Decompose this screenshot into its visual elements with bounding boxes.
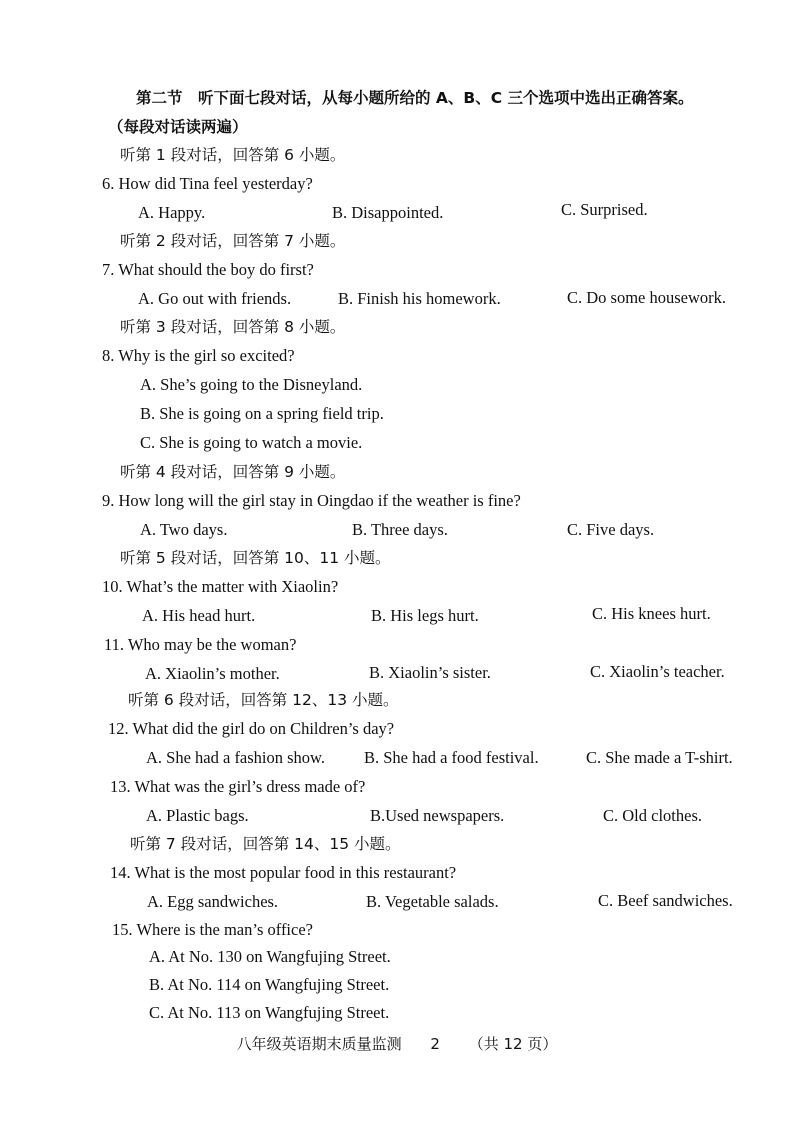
question-10-option-c: C. His knees hurt. <box>592 604 711 623</box>
question-12-stem: 12. What did the girl do on Children’s day? <box>108 719 395 738</box>
question-13-stem: 13. What was the girl’s dress made of? <box>110 777 366 796</box>
question-6-stem: 6. How did Tina feel yesterday? <box>102 174 313 193</box>
question-12-option-b: B. She had a food festival. <box>364 748 539 767</box>
dialog-instruction-6: 听第 6 段对话，回答第 12、13 小题。 <box>128 691 399 709</box>
question-14-option-b: B. Vegetable salads. <box>366 892 499 911</box>
dialog-instruction-7: 听第 7 段对话，回答第 14、15 小题。 <box>130 835 401 853</box>
section-title: 第二节 听下面七段对话，从每小题所给的 A、B、C 三个选项中选出正确答案。 <box>136 89 694 107</box>
question-6-option-a: A. Happy. <box>138 203 206 222</box>
question-8-option-b: B. She is going on a spring field trip. <box>140 404 384 423</box>
page-number: 2 <box>430 1035 440 1053</box>
dialog-instruction-1: 听第 1 段对话，回答第 6 小题。 <box>120 146 346 164</box>
question-12-option-a: A. She had a fashion show. <box>146 748 326 767</box>
question-11-option-b: B. Xiaolin’s sister. <box>369 663 491 682</box>
question-13-option-c: C. Old clothes. <box>603 806 702 825</box>
question-9-option-a: A. Two days. <box>140 520 228 539</box>
question-7-option-c: C. Do some housework. <box>567 288 727 307</box>
dialog-instruction-2: 听第 2 段对话，回答第 7 小题。 <box>120 232 346 250</box>
question-12-option-c: C. She made a T-shirt. <box>586 748 733 767</box>
question-14-stem: 14. What is the most popular food in this restaurant? <box>110 863 457 882</box>
question-7-option-b: B. Finish his homework. <box>338 289 501 308</box>
question-9-option-c: C. Five days. <box>567 520 655 539</box>
page-total: （共 12 页） <box>468 1035 558 1053</box>
question-15-option-c: C. At No. 113 on Wangfujing Street. <box>149 1003 390 1022</box>
footer-title: 八年级英语期末质量监测 <box>236 1035 402 1053</box>
dialog-instruction-3: 听第 3 段对话，回答第 8 小题。 <box>120 318 346 336</box>
question-8-stem: 8. Why is the girl so excited? <box>102 346 295 365</box>
question-9-stem: 9. How long will the girl stay in Oingdao if the weather is fine? <box>102 491 521 510</box>
question-11-stem: 11. Who may be the woman? <box>104 635 297 654</box>
question-8-option-a: A. She’s going to the Disneyland. <box>140 375 363 394</box>
question-6-option-b: B. Disappointed. <box>332 203 444 222</box>
question-15-option-b: B. At No. 114 on Wangfujing Street. <box>149 975 390 994</box>
section-note: （每段对话读两遍） <box>108 118 248 136</box>
question-10-option-a: A. His head hurt. <box>142 606 256 625</box>
question-13-option-b: B.Used newspapers. <box>370 806 505 825</box>
dialog-instruction-4: 听第 4 段对话，回答第 9 小题。 <box>120 463 346 481</box>
question-9-option-b: B. Three days. <box>352 520 448 539</box>
page-footer <box>0 1033 794 1054</box>
question-15-stem: 15. Where is the man’s office? <box>112 920 313 939</box>
question-10-stem: 10. What’s the matter with Xiaolin? <box>102 577 339 596</box>
question-13-option-a: A. Plastic bags. <box>146 806 249 825</box>
question-8-option-c: C. She is going to watch a movie. <box>140 433 363 452</box>
question-11-option-c: C. Xiaolin’s teacher. <box>590 662 725 681</box>
dialog-instruction-5: 听第 5 段对话，回答第 10、11 小题。 <box>120 549 391 567</box>
question-14-option-c: C. Beef sandwiches. <box>598 891 733 910</box>
question-6-option-c: C. Surprised. <box>561 200 648 219</box>
question-11-option-a: A. Xiaolin’s mother. <box>145 664 280 683</box>
question-15-option-a: A. At No. 130 on Wangfujing Street. <box>149 947 391 966</box>
question-10-option-b: B. His legs hurt. <box>371 606 479 625</box>
question-7-option-a: A. Go out with friends. <box>138 289 292 308</box>
question-7-stem: 7. What should the boy do first? <box>102 260 314 279</box>
question-14-option-a: A. Egg sandwiches. <box>147 892 279 911</box>
